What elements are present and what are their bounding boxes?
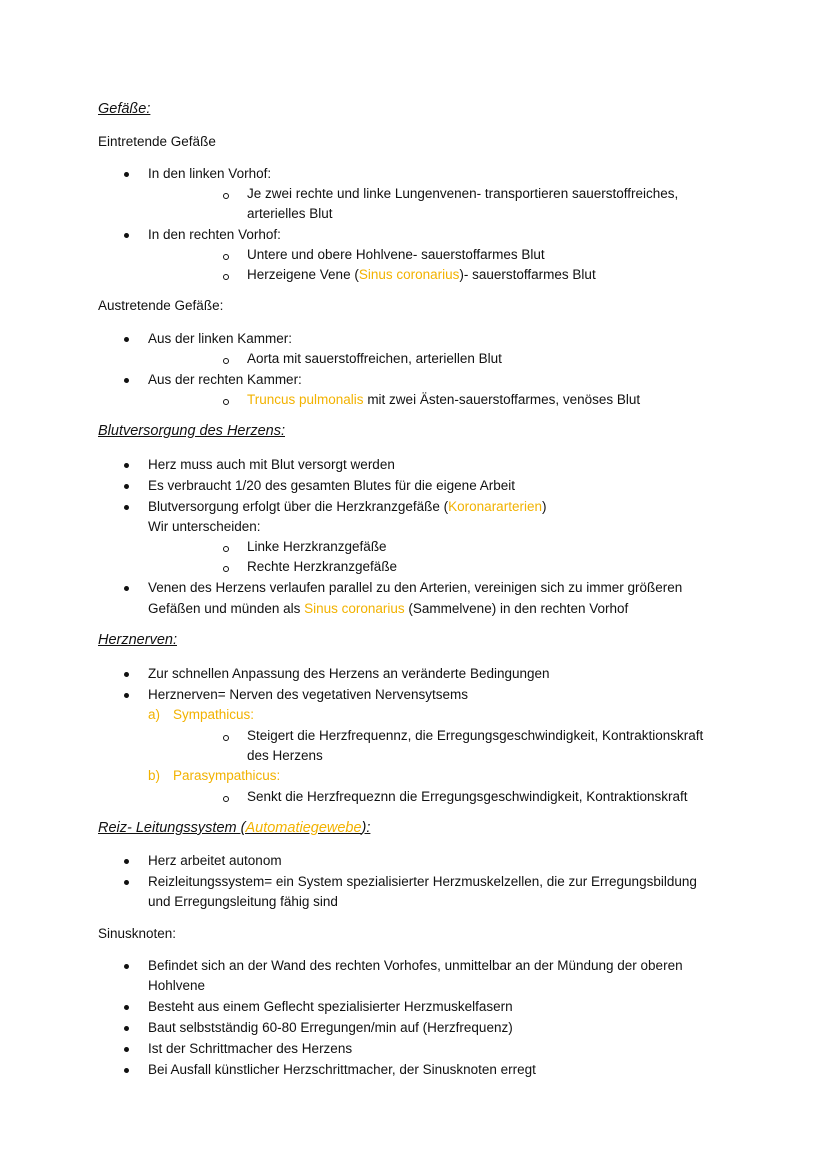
list-item: Blutversorgung erfolgt über die Herzkranzgefäße (Koronararterien) (148, 499, 547, 514)
list-item: Venen des Herzens verlaufen parallel zu den Arterien, vereinigen sich zu immer größeren (148, 580, 683, 595)
list-item: In den linken Vorhof: (148, 166, 272, 181)
bullet (124, 233, 129, 238)
list-item: Aus der rechten Kammer: (148, 372, 302, 387)
highlight-term: Sinus coronarius (358, 267, 460, 282)
list-item: Herznerven= Nerven des vegetativen Nervensytsems (148, 687, 469, 702)
list-item: Baut selbstständig 60-80 Erregungen/min auf (Herzfrequenz) (148, 1020, 513, 1035)
list-item: Untere und obere Hohlvene- sauerstoffarmes Blut (247, 247, 545, 262)
circle-bullet (223, 546, 229, 552)
list-item: Aus der linken Kammer: (148, 331, 293, 346)
list-item: In den rechten Vorhof: (148, 227, 281, 242)
highlight-term: Sinus coronarius (304, 601, 405, 616)
list-item: Besteht aus einem Geflecht spezialisierter Herzmuskelfasern (148, 999, 513, 1014)
bullet (124, 505, 129, 510)
list-item: Es verbraucht 1/20 des gesamten Blutes für die eigene Arbeit (148, 478, 515, 493)
bullet (124, 484, 129, 489)
list-item: Steigert die Herzfrequennz, die Erregungsgeschwindigkeit, Kontraktionskraft (247, 728, 704, 743)
heading-gefaesse: Gefäße: (98, 101, 151, 117)
list-item: Je zwei rechte und linke Lungenvenen- transportieren sauerstoffreiches, (247, 186, 679, 201)
circle-bullet (223, 796, 229, 802)
bullet (124, 693, 129, 698)
list-item: Linke Herzkranzgefäße (247, 539, 387, 554)
bullet (124, 1005, 129, 1010)
subheading-austretend: Austretende Gefäße: (98, 298, 224, 313)
list-item: Aorta mit sauerstoffreichen, arteriellen Blut (247, 351, 502, 366)
circle-bullet (223, 399, 229, 405)
bullet (124, 1068, 129, 1073)
list-item: Zur schnellen Anpassung des Herzens an veränderte Bedingungen (148, 666, 550, 681)
enum-label: a) (148, 707, 161, 722)
list-item: Bei Ausfall künstlicher Herzschrittmacher, der Sinusknoten erregt (148, 1062, 536, 1077)
enum-item: Parasympathicus: (173, 768, 281, 783)
bullet (124, 964, 129, 969)
list-item-cont: arterielles Blut (247, 206, 333, 221)
bullet (124, 378, 129, 383)
subheading-eintretend: Eintretende Gefäße (98, 134, 216, 149)
heading-blutversorgung: Blutversorgung des Herzens: (98, 423, 285, 439)
heading-herznerven: Herznerven: (98, 632, 177, 648)
list-item: Herz arbeitet autonom (148, 853, 282, 868)
bullet (124, 859, 129, 864)
list-item: Rechte Herzkranzgefäße (247, 559, 398, 574)
list-item: Truncus pulmonalis mit zwei Ästen-sauerstoffarmes, venöses Blut (247, 392, 641, 407)
enum-item: Sympathicus: (173, 707, 255, 722)
list-item-cont: und Erregungsleitung fähig sind (148, 894, 338, 909)
circle-bullet (223, 193, 229, 199)
bullet (124, 463, 129, 468)
list-item-cont: Wir unterscheiden: (148, 519, 261, 534)
bullet (124, 1026, 129, 1031)
list-item-cont: des Herzens (247, 748, 323, 763)
bullet (124, 672, 129, 677)
bullet (124, 880, 129, 885)
highlight-term: Truncus pulmonalis (247, 392, 364, 407)
list-item: Ist der Schrittmacher des Herzens (148, 1041, 353, 1056)
bullet (124, 337, 129, 342)
circle-bullet (223, 566, 229, 572)
bullet (124, 1047, 129, 1052)
highlight-term: Automatiegewebe (245, 820, 362, 836)
list-item: Herz muss auch mit Blut versorgt werden (148, 457, 395, 472)
bullet (124, 586, 129, 591)
heading-reizleitung: Reiz- Leitungssystem (Automatiegewebe): (98, 820, 371, 836)
circle-bullet (223, 358, 229, 364)
subheading-sinusknoten: Sinusknoten: (98, 926, 177, 941)
list-item-cont: Hohlvene (148, 978, 206, 993)
list-item: Befindet sich an der Wand des rechten Vorhofes, unmittelbar an der Mündung der oberen (148, 958, 683, 973)
list-item: Senkt die Herzfrequeznn die Erregungsgeschwindigkeit, Kontraktionskraft (247, 789, 688, 804)
list-item: Reizleitungssystem= ein System spezialisierter Herzmuskelzellen, die zur Erregungsbildung (148, 874, 697, 889)
list-item: Herzeigene Vene (Sinus coronarius)- sauerstoffarmes Blut (247, 267, 596, 282)
circle-bullet (223, 254, 229, 260)
bullet (124, 172, 129, 177)
list-item-cont: Gefäßen und münden als Sinus coronarius (Sammelvene) in den rechten Vorhof (148, 601, 629, 616)
enum-label: b) (148, 768, 161, 783)
circle-bullet (223, 274, 229, 280)
highlight-term: Koronararterien (448, 499, 542, 514)
circle-bullet (223, 735, 229, 741)
